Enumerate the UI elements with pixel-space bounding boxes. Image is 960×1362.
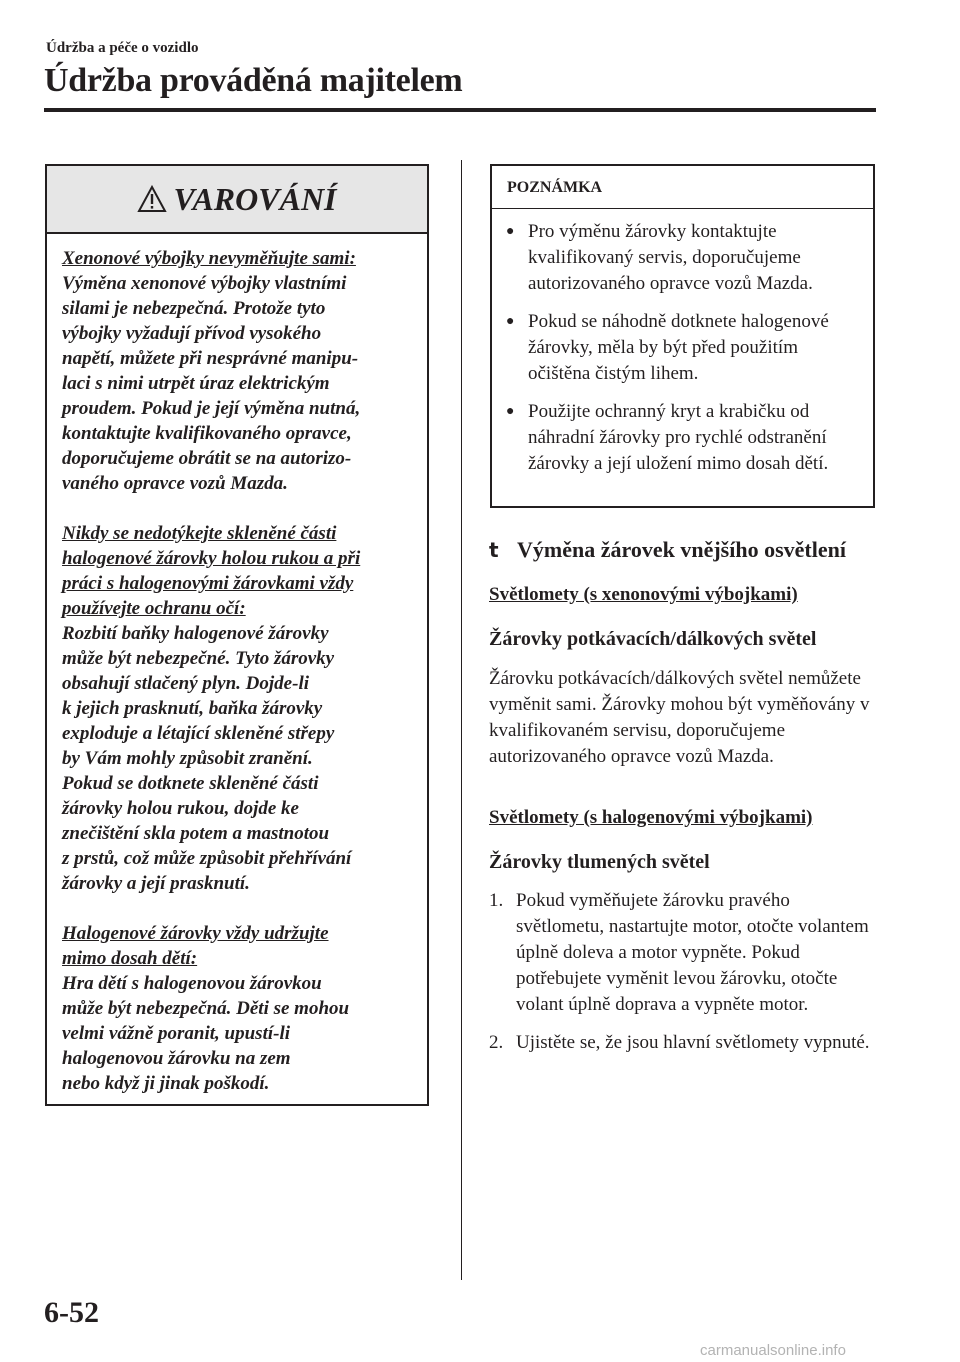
warning-title: VAROVÁNÍ	[173, 180, 337, 217]
xenon-subheading: Žárovky potkávacích/dálkových světel	[489, 628, 817, 650]
warning-line: vaného opravce vozů Mazda.	[62, 473, 288, 494]
title-rule	[44, 108, 876, 112]
list-item	[489, 1030, 874, 1056]
warning-line: z prstů, což může způsobit přehřívání	[62, 848, 352, 869]
warning-line: exploduje a létající skleněné střepy	[62, 723, 335, 744]
warning-heading-halogen-glass: práci s halogenovými žárovkami vždy	[62, 573, 354, 594]
watermark: carmanualsonline.info	[700, 1342, 846, 1359]
bullet-icon: ●	[506, 404, 515, 419]
warning-triangle-icon	[137, 185, 167, 213]
halogen-heading: Světlomety (s halogenovými výbojkami)	[489, 807, 813, 828]
warning-box	[45, 164, 429, 1106]
page-title: Údržba prováděná majitelem	[44, 62, 463, 99]
warning-line: Výměna xenonové výbojky vlastními	[62, 273, 347, 294]
warning-line: doporučujeme obrátit se na autorizo-	[62, 448, 352, 469]
warning-line: nebo když ji jinak poškodí.	[62, 1073, 270, 1094]
warning-heading-halogen-glass: používejte ochranu očí:	[62, 598, 246, 619]
spacer	[62, 496, 415, 521]
warning-line: Hra dětí s halogenovou žárovkou	[62, 973, 322, 994]
section-heading-text: Výměna žárovek vnějšího osvětlení	[517, 537, 846, 562]
warning-header	[47, 166, 427, 234]
warning-line: může být nebezpečná. Děti se mohou	[62, 998, 350, 1019]
note-item	[506, 399, 861, 477]
section-heading	[489, 537, 879, 563]
warning-line: výbojky vyžadují přívod vysokého	[62, 323, 322, 344]
page-number: 6-52	[44, 1296, 99, 1329]
warning-heading-children: mimo dosah dětí:	[62, 948, 198, 969]
warning-line: žárovky a její prasknutí.	[62, 873, 250, 894]
note-item-text: Použijte ochranný kryt a krabičku od náhradní žárovky pro rychlé odstranění žárovky a její uložení mimo dosah dětí.	[528, 401, 829, 474]
warning-line: laci s nimi utrpět úraz elektrickým	[62, 373, 330, 394]
section-marker-icon: t	[489, 538, 499, 562]
note-item-text: Pro výměnu žárovky kontaktujte kvalifikovaný servis, doporučujeme autorizovaného opravce vozů Mazda.	[528, 221, 813, 294]
warning-heading-halogen-glass: Nikdy se nedotýkejte skleněné části	[62, 523, 337, 544]
xenon-heading: Světlomety (s xenonovými výbojkami)	[489, 584, 798, 605]
spacer	[62, 896, 415, 921]
warning-heading-halogen-glass: halogenové žárovky holou rukou a při	[62, 548, 361, 569]
warning-line: silami je nebezpečná. Protože tyto	[62, 298, 326, 319]
warning-line: Rozbití baňky halogenové žárovky	[62, 623, 329, 644]
warning-line: kontaktujte kvalifikovaného opravce,	[62, 423, 352, 444]
warning-line: obsahují stlačený plyn. Dojde-li	[62, 673, 309, 694]
note-item	[506, 219, 861, 297]
step-number: 2.	[489, 1032, 504, 1053]
note-body	[492, 209, 873, 477]
step-number: 1.	[489, 890, 504, 911]
step-text: Ujistěte se, že jsou hlavní světlomety vypnuté.	[516, 1032, 870, 1053]
bullet-icon: ●	[506, 224, 515, 239]
halogen-subheading: Žárovky tlumených světel	[489, 851, 710, 873]
note-item	[506, 309, 861, 387]
warning-line: Pokud se dotknete skleněné části	[62, 773, 319, 794]
warning-line: k jejich prasknutí, baňka žárovky	[62, 698, 323, 719]
warning-line: znečištění skla potem a mastnotou	[62, 823, 330, 844]
warning-heading-children: Halogenové žárovky vždy udržujte	[62, 923, 329, 944]
step-text: Pokud vyměňujete žárovku pravého světlometu, nastartujte motor, otočte volantem úplně doleva a motor vypněte. Pokud potřebujete vyměnit levou žárovku, otočte volant úplně doprava a vypněte motor.	[516, 890, 869, 1015]
xenon-text: Žárovku potkávacích/dálkových světel nemůžete vyměnit sami. Žárovky mohou být vyměňovány v kvalifikovaném servisu, doporučujeme autorizovaného opravce vozů Mazda.	[489, 668, 870, 767]
bullet-icon: ●	[506, 314, 515, 329]
warning-line: velmi vážně poranit, upustí-li	[62, 1023, 291, 1044]
warning-line: žárovky holou rukou, dojde ke	[62, 798, 299, 819]
steps-list	[489, 888, 874, 1068]
warning-line: halogenovou žárovku na zem	[62, 1048, 291, 1069]
warning-line: může být nebezpečné. Tyto žárovky	[62, 648, 335, 669]
note-box	[490, 164, 875, 508]
warning-heading-xenon: Xenonové výbojky nevyměňujte sami:	[62, 248, 356, 269]
warning-line: proudem. Pokud je její výměna nutná,	[62, 398, 361, 419]
column-divider	[461, 160, 462, 1280]
note-item-text: Pokud se náhodně dotknete halogenové žárovky, měla by být před použitím očištěna čistým lihem.	[528, 311, 829, 384]
warning-body	[47, 234, 427, 1096]
warning-line: by Vám mohly způsobit zranění.	[62, 748, 313, 769]
list-item	[489, 888, 874, 1018]
breadcrumb: Údržba a péče o vozidlo	[46, 40, 199, 56]
warning-line: napětí, můžete při nesprávné manipu-	[62, 348, 359, 369]
note-title: POZNÁMKA	[492, 166, 873, 209]
